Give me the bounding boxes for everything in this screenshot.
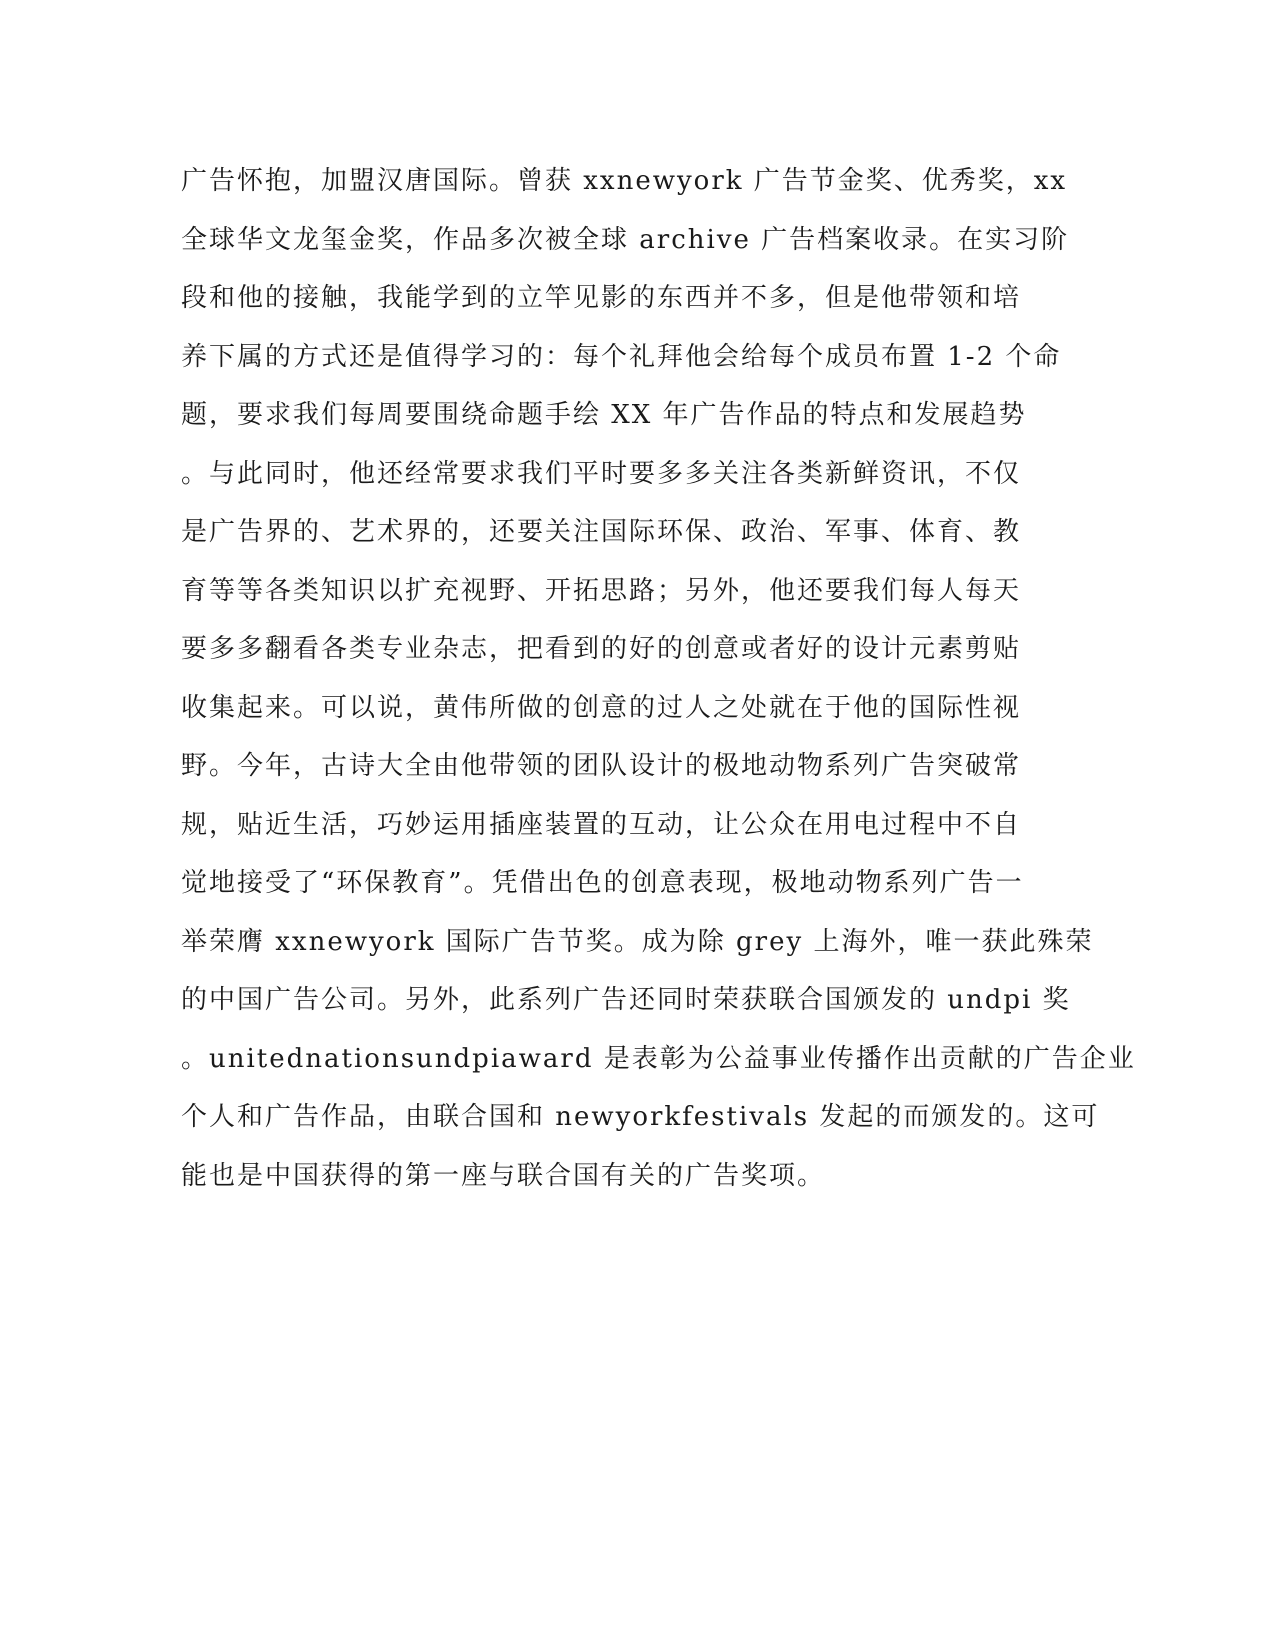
text-line: 是广告界的、艺术界的，还要关注国际环保、政治、军事、体育、教 (181, 517, 1022, 547)
text-line: 段和他的接触，我能学到的立竿见影的东西并不多，但是他带领和培 (181, 283, 1022, 313)
text-line: 。unitednationsundpiaward 是表彰为公益事业传播作出贡献的广告企业 (181, 1043, 1136, 1074)
text-line: 的中国广告公司。另外，此系列广告还同时荣获联合国颁发的 undpi 奖 (181, 985, 1071, 1015)
text-line: 要多多翻看各类专业杂志，把看到的好的创意或者好的设计元素剪贴 (181, 634, 1022, 664)
text-line: 举荣膺 xxnewyork 国际广告节奖。成为除 grey 上海外，唯一获此殊荣 (181, 926, 1094, 957)
text-line: 野。今年，古诗大全由他带领的团队设计的极地动物系列广告突破常 (181, 751, 1022, 781)
body-paragraph (181, 152, 1136, 1205)
text-line: 觉地接受了“环保教育”。凭借出色的创意表现，极地动物系列广告一 (181, 868, 1024, 898)
text-line: 规，贴近生活，巧妙运用插座装置的互动，让公众在用电过程中不自 (181, 809, 1022, 840)
text-line: 收集起来。可以说，黄伟所做的创意的过人之处就在于他的国际性视 (181, 692, 1022, 723)
text-line: 能也是中国获得的第一座与联合国有关的广告奖项。 (181, 1160, 826, 1191)
text-line: 广告怀抱，加盟汉唐国际。曾获 xxnewyork 广告节金奖、优秀奖，xx (181, 166, 1068, 196)
text-line: 题，要求我们每周要围绕命题手绘 XX 年广告作品的特点和发展趋势 (181, 400, 1027, 430)
text-line: 全球华文龙玺金奖，作品多次被全球 archive 广告档案收录。在实习阶 (181, 224, 1070, 255)
text-line: 。与此同时，他还经常要求我们平时要多多关注各类新鲜资讯，不仅 (181, 458, 1022, 489)
text-line: 育等等各类知识以扩充视野、开拓思路；另外，他还要我们每人每天 (181, 575, 1022, 606)
text-line: 个人和广告作品，由联合国和 newyorkfestivals 发起的而颁发的。这可 (181, 1102, 1100, 1132)
text-line: 养下属的方式还是值得学习的：每个礼拜他会给每个成员布置 1-2 个命 (181, 341, 1062, 372)
